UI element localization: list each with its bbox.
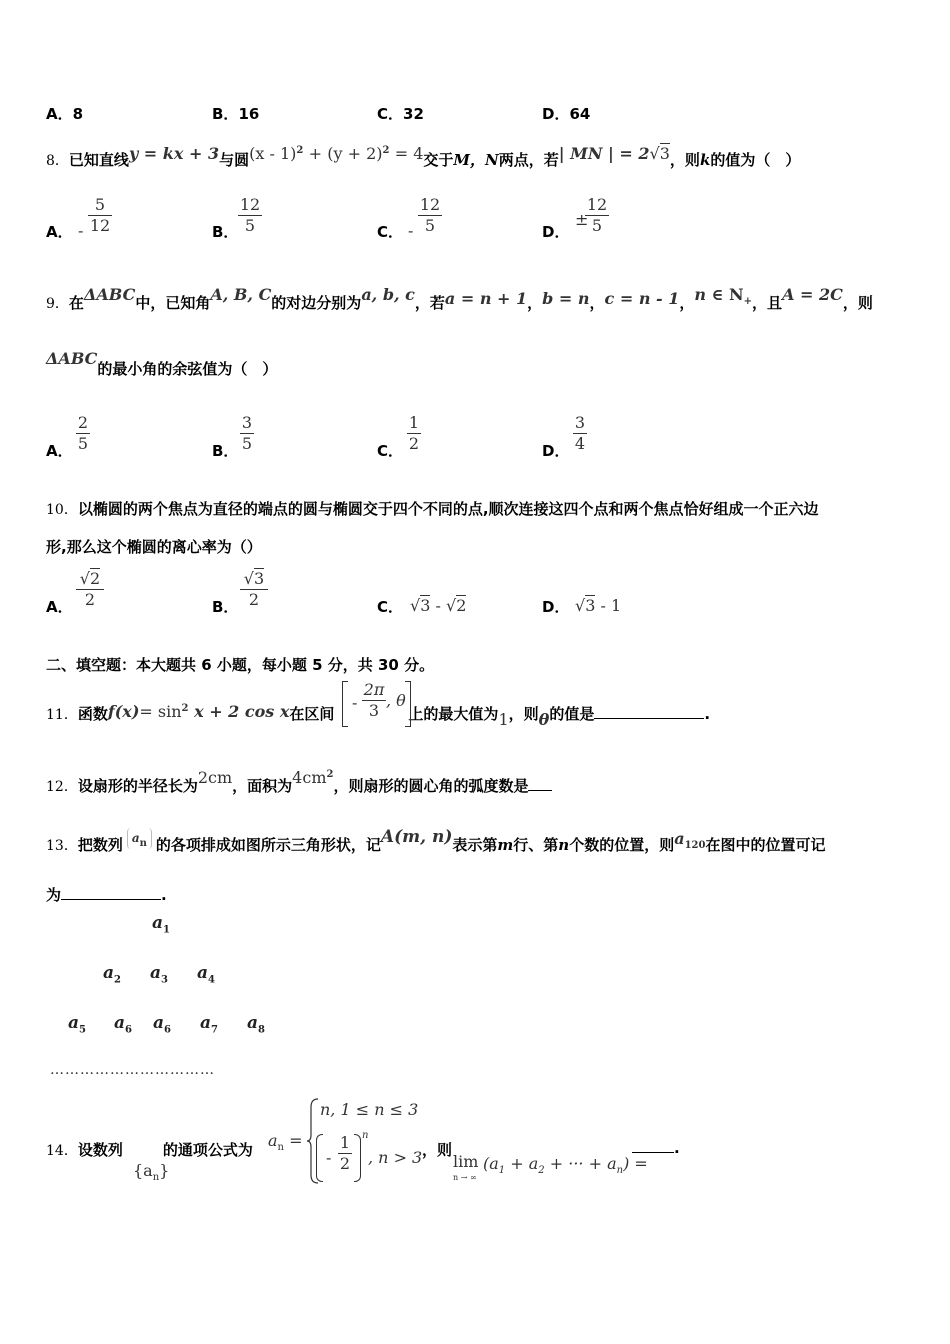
variable-k: k <box>699 151 711 169</box>
minus: - <box>435 596 441 615</box>
interval-fraction <box>362 681 386 720</box>
right-paren <box>354 1134 361 1182</box>
math: 120 <box>684 840 706 851</box>
chord-length <box>559 145 670 163</box>
numerator <box>76 570 104 588</box>
stem-text: 在图中的位置可记 <box>705 836 826 854</box>
q14-an-equals <box>268 1131 303 1153</box>
q9-option-d-label: D． <box>542 442 570 460</box>
condition: , n > 3 <box>368 1148 423 1167</box>
numerator <box>240 570 268 588</box>
denominator: 3 <box>368 701 380 720</box>
left-bracket <box>342 681 348 727</box>
variable-n: n <box>558 836 570 854</box>
term-base: a <box>153 1013 165 1033</box>
option-label: D． <box>542 105 570 123</box>
term-index: 6 <box>125 1024 132 1036</box>
stem-text: 把数列 <box>77 836 123 854</box>
q7-option-b <box>212 103 259 124</box>
denominator: 2 <box>339 1154 351 1173</box>
q10-option-d-label: D． <box>542 598 570 616</box>
stem-text: 的值是 <box>549 705 595 723</box>
math: 4cm <box>292 768 327 787</box>
numerator: 3 <box>574 413 586 432</box>
stem-text: 函数 <box>77 705 108 723</box>
math: n ∈ <box>694 285 730 304</box>
q14-answer <box>632 1139 680 1157</box>
math: (a <box>483 1154 499 1173</box>
math: 2 <box>181 703 189 714</box>
stem-text: 两点，若 <box>498 151 559 169</box>
question-number: 8． <box>46 153 69 169</box>
stem-text: 个数的位置，则 <box>569 836 675 854</box>
lim-subscript: n → ∞ <box>453 1173 477 1182</box>
stem-text: 交于 <box>423 151 454 169</box>
q14-sequence <box>133 1161 169 1183</box>
math: = sin <box>139 702 182 721</box>
numerator: 2 <box>77 413 89 432</box>
triangle-abc: ΔABC <box>83 285 136 304</box>
angle-condition: A = 2C <box>782 285 843 304</box>
denominator: 2 <box>408 434 420 453</box>
q11-interval <box>342 681 412 727</box>
radicand: 2 <box>456 596 467 615</box>
math: n <box>152 1172 160 1184</box>
q8-option-d-sign: ± <box>575 210 589 229</box>
radicand: 3 <box>585 596 596 615</box>
q8-option-c-label: C． <box>377 223 404 241</box>
sqrt-sign: √ <box>243 569 254 588</box>
minus-one: - 1 <box>600 596 622 615</box>
stem-text: 行、第 <box>513 836 559 854</box>
triangle-term <box>153 1013 171 1035</box>
term-base: a <box>114 1013 126 1033</box>
math: (x) <box>114 702 140 721</box>
q10-option-d-value <box>575 596 621 615</box>
line-equation: y = kx + 3 <box>128 144 220 163</box>
triangle-term <box>200 1013 218 1035</box>
triangle-abc: ΔABC <box>46 349 98 368</box>
denominator: 5 <box>244 216 256 235</box>
math: n <box>277 1142 284 1154</box>
q9-option-d-fraction <box>573 414 587 453</box>
option-value: 64 <box>569 105 591 123</box>
answer-blank[interactable] <box>61 899 161 900</box>
math: = <box>289 1131 303 1150</box>
half-fraction <box>338 1134 352 1173</box>
denominator: 12 <box>89 216 111 235</box>
angles: A, B, C <box>210 285 272 304</box>
term-index: 7 <box>211 1024 218 1036</box>
term-index: 6 <box>164 1024 171 1036</box>
math: x + 2 cos x <box>188 702 290 721</box>
q8-option-a-fraction <box>88 196 112 235</box>
q13-stem-line1 <box>46 827 826 857</box>
sqrt-sign: √ <box>649 144 660 163</box>
stem-text: ，面积为 <box>232 777 293 795</box>
option-value: 16 <box>238 105 260 123</box>
piecewise-case-1: n, 1 ≤ n ≤ 3 <box>320 1100 419 1119</box>
option-value: 8 <box>72 105 84 123</box>
question-number: 10． <box>46 502 78 518</box>
stem-text: ， <box>679 294 695 312</box>
radicand: 2 <box>90 569 101 588</box>
math: + ··· + a <box>544 1154 617 1173</box>
section-title: 二、填空题：本大题共 6 小题，每小题 5 分，共 30 分。 <box>46 656 435 674</box>
denominator: 2 <box>248 590 260 609</box>
question-number: 9． <box>46 296 69 312</box>
q10-option-c-label: C． <box>377 598 404 616</box>
math: 2 <box>326 769 334 780</box>
stem-text: ， <box>589 294 605 312</box>
stem-text: 为 <box>46 886 62 904</box>
q10-option-b-fraction <box>240 570 268 609</box>
numerator: 2π <box>363 680 385 699</box>
math: a <box>674 829 685 848</box>
math: = 4 <box>394 144 424 163</box>
q14-limit <box>453 1152 478 1171</box>
triangle-term <box>247 1013 265 1035</box>
term-base: a <box>247 1013 259 1033</box>
stem-text: . <box>704 705 711 723</box>
variable-m: m <box>497 836 514 854</box>
math: + <box>308 144 322 163</box>
math: ) = <box>623 1154 648 1173</box>
q10-stem-line1 <box>46 498 819 519</box>
stem-text: 表示第 <box>452 836 498 854</box>
option-label: C． <box>377 105 404 123</box>
term-index: 1 <box>163 924 170 936</box>
denominator: 5 <box>77 434 89 453</box>
stem-text: 已知直线 <box>68 151 129 169</box>
math: 2 <box>296 145 304 156</box>
denominator: 2 <box>84 590 96 609</box>
side-b-equation: b = n <box>542 289 590 308</box>
sqrt-sign: √ <box>445 596 457 615</box>
term-base: a <box>103 963 115 983</box>
q13-stem-line2 <box>46 884 167 905</box>
option-label: B． <box>212 105 239 123</box>
stem-text: ，若 <box>414 294 445 312</box>
stem-text: 的各项排成如图所示三角形状，记 <box>155 836 381 854</box>
sqrt-sign: √ <box>410 596 421 615</box>
term-index: 2 <box>114 974 121 986</box>
stem-text: 的通项公式为 <box>162 1141 253 1159</box>
minus: - <box>326 1148 332 1167</box>
q8-option-a-sign: - <box>78 221 84 240</box>
q9-option-b-fraction <box>240 414 254 453</box>
radicand: 3 <box>254 569 265 588</box>
theta: θ <box>538 710 550 729</box>
side-a-equation: a = n + 1 <box>444 289 528 308</box>
q9-stem-line2 <box>46 349 278 379</box>
option-label: A． <box>46 105 73 123</box>
triangle-term <box>68 1013 86 1035</box>
interval-theta: , θ <box>386 691 406 710</box>
q7-option-a <box>46 103 83 124</box>
n-natural <box>694 285 753 307</box>
math: 3 <box>659 144 670 163</box>
term-base: a <box>150 963 162 983</box>
answer-blank[interactable] <box>594 718 704 719</box>
question-number: 14． <box>46 1143 78 1159</box>
numerator: 1 <box>408 413 420 432</box>
q8-option-c-sign: - <box>408 221 414 240</box>
math: N <box>729 285 744 304</box>
denominator: 4 <box>574 434 586 453</box>
math: {a <box>133 1161 153 1180</box>
denominator: 5 <box>591 216 603 235</box>
term-base: a <box>68 1013 80 1033</box>
numerator: 5 <box>94 195 106 214</box>
term-a120 <box>674 829 706 851</box>
math: + <box>743 296 753 307</box>
continuation-dots: …………………………… <box>50 1062 215 1078</box>
q8-option-b-label: B． <box>212 223 239 241</box>
stem-text: 的对边分别为 <box>271 294 362 312</box>
triangle-term <box>103 963 121 985</box>
q9-option-b-label: B． <box>212 442 239 460</box>
stem-text: 设数列 <box>77 1141 123 1159</box>
numerator: 12 <box>586 195 608 214</box>
circle-equation <box>249 145 423 163</box>
stem-text: 中，已知角 <box>135 294 211 312</box>
math: + a <box>505 1154 539 1173</box>
q9-stem-line1 <box>46 285 873 315</box>
stem-text: ，则 <box>508 705 539 723</box>
q9-option-a-fraction <box>76 414 90 453</box>
q9-option-a-label: A． <box>46 442 73 460</box>
triangle-term <box>114 1013 132 1035</box>
math: a <box>268 1131 278 1150</box>
stem-text: . <box>161 886 167 904</box>
math: 2 <box>538 1165 545 1177</box>
triangle-term <box>197 963 215 985</box>
radius-value: 2cm <box>197 768 233 787</box>
stem-text: ， <box>527 294 543 312</box>
q10-stem-line2: 形,那么这个椭圆的离心率为（） <box>46 538 262 556</box>
q9-option-c-label: C． <box>377 442 404 460</box>
numerator: 1 <box>339 1133 351 1152</box>
term-index: 5 <box>79 1024 86 1036</box>
stem-text: 以椭圆的两个焦点为直径的端点的圆与椭圆交于四个不同的点,顺次连接这四个点和两个焦点恰好组成一个正六边 <box>77 500 819 518</box>
stem-text: 在 <box>68 294 84 312</box>
q7-option-c <box>377 103 424 124</box>
stem-text: . <box>674 1139 680 1157</box>
math: f <box>107 702 115 721</box>
question-number: 12． <box>46 779 78 795</box>
piecewise-case-2 <box>316 1130 426 1184</box>
stem-text: ，则 <box>842 294 873 312</box>
math: 1 <box>498 1165 506 1177</box>
q8-option-a-label: A． <box>46 223 73 241</box>
answer-blank[interactable] <box>528 790 552 791</box>
numerator: 12 <box>239 195 261 214</box>
numerator: 12 <box>419 195 441 214</box>
stem-text: 与圆 <box>219 151 250 169</box>
q12-stem <box>46 768 552 796</box>
term-index: 8 <box>258 1024 265 1036</box>
stem-text: ，则 <box>422 1141 453 1159</box>
function-expression <box>108 703 290 721</box>
q10-option-c-value <box>410 596 466 615</box>
stem-text: 上的最大值为 <box>408 705 499 723</box>
question-number: 13． <box>46 838 78 854</box>
q8-option-c-fraction <box>418 196 442 235</box>
stem-text: 的值为（ ） <box>710 151 801 169</box>
question-number: 11． <box>46 707 78 723</box>
lim-text: lim <box>453 1152 479 1171</box>
math: } <box>159 1161 170 1180</box>
q9-option-c-fraction <box>407 414 421 453</box>
side-c-equation: c = n - 1 <box>604 289 680 308</box>
term-base: a <box>152 913 164 933</box>
sequence-an <box>127 828 152 849</box>
stem-text: ，则扇形的圆心角的弧度数是 <box>333 777 529 795</box>
stem-text: ，且 <box>752 294 783 312</box>
q14-sum-expression <box>483 1154 648 1176</box>
q8-stem <box>46 144 801 170</box>
option-value: 32 <box>403 105 424 123</box>
interval-minus: - <box>352 693 358 712</box>
q8-option-d-fraction <box>585 196 609 235</box>
math: n <box>139 838 147 849</box>
left-paren <box>316 1134 323 1182</box>
points-mn: M，N <box>453 151 499 169</box>
term-base: a <box>200 1013 212 1033</box>
q8-option-b-fraction <box>238 196 262 235</box>
area-value <box>292 769 333 787</box>
sqrt-sign: √ <box>575 596 586 615</box>
term-index: 3 <box>161 974 168 986</box>
q10-option-b-label: B． <box>212 598 239 616</box>
denominator: 5 <box>424 216 436 235</box>
triangle-term <box>152 913 170 935</box>
sides: a, b, c <box>361 285 415 304</box>
position-notation: A(m, n) <box>380 827 453 847</box>
denominator: 5 <box>241 434 253 453</box>
max-value: 1 <box>498 710 509 729</box>
term-index: 4 <box>208 974 215 986</box>
math: (x - 1) <box>249 144 297 163</box>
triangle-term <box>150 963 168 985</box>
term-base: a <box>197 963 209 983</box>
radicand: 3 <box>420 596 431 615</box>
numerator: 3 <box>241 413 253 432</box>
stem-text: 的最小角的余弦值为（ ） <box>97 360 278 378</box>
q10-option-a-label: A． <box>46 598 73 616</box>
math: n <box>616 1165 624 1177</box>
q14-stem <box>46 1139 253 1160</box>
answer-blank[interactable] <box>632 1152 674 1153</box>
math: (y + 2) <box>327 144 383 163</box>
stem-text: 设扇形的半径长为 <box>77 777 198 795</box>
math: a <box>131 831 140 845</box>
stem-text: 在区间 <box>289 705 335 723</box>
math: 2 <box>382 145 390 156</box>
sqrt-sign: √ <box>79 569 90 588</box>
right-bracket <box>405 681 411 727</box>
q10-option-a-fraction <box>76 570 104 609</box>
stem-text: ，则 <box>669 151 700 169</box>
q8-option-d-label: D． <box>542 223 570 241</box>
exponent: n <box>362 1130 369 1141</box>
q7-option-d <box>542 103 590 124</box>
math: | MN | = 2 <box>558 144 650 163</box>
